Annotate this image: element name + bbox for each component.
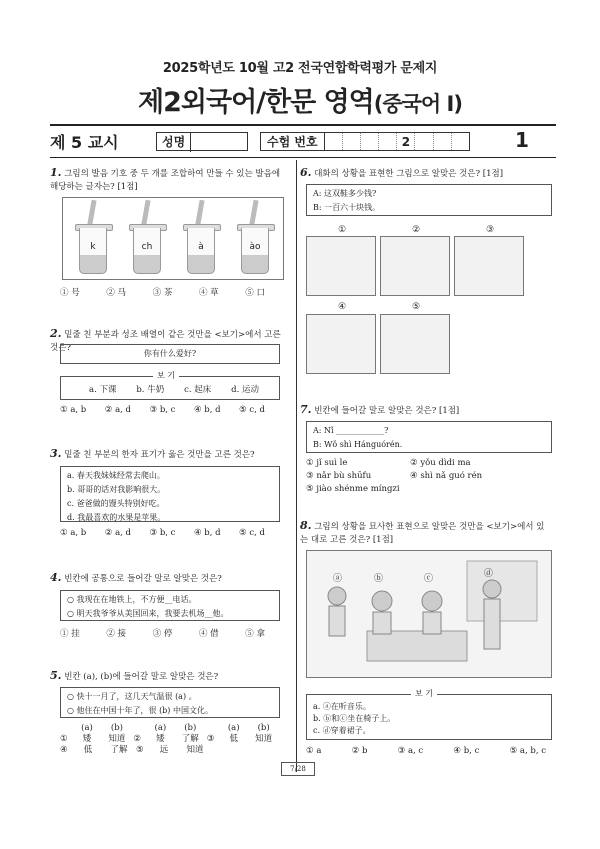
q8-options [306,746,546,756]
col-header: (a) [81,723,93,733]
q3-line: c. 爸爸做的馒头特别好吃。 [67,499,165,508]
dialog-line: A: 这双鞋多少钱? [313,189,377,198]
option[interactable]: ③ 停 [152,629,173,639]
col-header: (b) [110,723,123,733]
q7-stem [300,403,550,418]
q8-picture [306,550,552,678]
q2-sentence-box [60,344,280,364]
col-header: (b) [257,723,270,733]
q4-line: ○ 明天我爷爷从美国回来，我要去机场__他。 [67,609,229,618]
q6-picture-1[interactable] [306,236,376,296]
digit-cell [452,133,469,150]
q3-line: a. 春天我妹妹经常去爬山。 [67,471,165,480]
q8-text: 그림의 상황을 묘사한 표현으로 알맞은 것만을 <보기>에서 있는 대로 고른 것은? [1점] [300,522,545,545]
bogi-item: d. 运动 [231,385,259,395]
option[interactable]: ⑤ 口 [245,288,265,298]
q8-stem [300,519,550,547]
option[interactable]: ② yǒu dìdi ma [410,458,471,468]
option-num[interactable]: ⑤ [136,745,144,755]
q7-text: 빈칸에 들어갈 말로 알맞은 것은? [1점] [314,406,460,416]
option[interactable]: ② b [351,746,368,756]
q5-option-row[interactable] [60,745,280,756]
option[interactable]: ⑤ 拿 [245,629,265,639]
bogi-label: 보 기 [153,370,179,382]
q6-text: 대화의 상황을 표현한 그림으로 알맞은 것은? [1점] [314,169,504,179]
pic-label: ③ [486,225,495,235]
q1-stem [50,166,286,194]
q7-options [306,457,546,496]
col-header: (a) [154,723,167,733]
q4-line: ○ 我现在在地铁上，不方便__电话。 [67,595,197,604]
option[interactable]: ① 挂 [60,629,80,639]
q6-picture-4[interactable] [306,314,376,374]
option-num[interactable]: ① [60,734,68,744]
subject-sub: (중국어 Ⅰ) [373,92,462,116]
option[interactable]: ④ 草 [198,288,219,298]
q3-text: 밑줄 친 부분의 한자 표기가 옳은 것만을 고른 것은? [64,450,255,460]
q3-number: 3. [50,447,62,460]
q2-number: 2. [50,327,62,340]
q5-line: ○ 快十一月了，这几天气温很 (a) 。 [67,692,197,701]
cup-label: k [90,242,96,252]
option-b: 知道 [108,734,126,744]
subject-title [0,80,600,119]
q8-bogi-box [306,689,552,740]
q5-option-headers [60,723,280,734]
option[interactable]: ① 号 [60,288,80,298]
exam-number-label: 수험 번호 [261,133,325,150]
option-b: 了解 [181,734,199,744]
option[interactable]: ④ b, d [193,528,221,538]
dialog-line: B: 一百六十块钱。 [313,203,381,212]
option[interactable]: ③ b, c [149,528,176,538]
pic-label: ⑤ [412,302,421,312]
bogi-item: a. 下课 [89,385,117,395]
q5-option-row[interactable] [60,734,280,745]
q2-sentence: 你有什么爱好? [143,349,197,358]
option-num[interactable]: ② [133,734,141,744]
exam-number-field[interactable] [260,132,470,151]
option[interactable]: ⑤ jiào shénme míngzi [306,484,400,494]
name-field[interactable] [156,132,248,151]
option-a: 低 [83,745,93,755]
q1-options [60,286,265,298]
q5-options [60,723,280,756]
q5-text: 빈칸 (a), (b)에 들어갈 말로 알맞은 것은? [64,672,219,682]
digit-cell [379,133,397,150]
digit-cell [415,133,433,150]
q6-stem [300,166,550,181]
q6-picture-5[interactable] [380,314,450,374]
col-header: (a) [227,723,240,733]
option[interactable]: ③ a, c [397,746,424,756]
cup-label: ào [249,242,261,252]
q3-line: d. 我最喜欢的水果是苹果。 [67,513,166,522]
option[interactable]: ④ b, d [193,405,221,415]
option[interactable]: ⑤ a, b, c [509,746,546,756]
q6-picture-3[interactable] [454,236,524,296]
marker-d: ⓓ [484,569,494,579]
option[interactable]: ③ nǎr bù shūfu [306,471,372,481]
option[interactable]: ③ b, c [149,405,176,415]
q2-text: 밑줄 친 부분과 성조 배열이 같은 것만을 <보기>에서 고른 것은? [50,330,281,353]
period-label: 제 5 교시 [50,133,119,152]
option[interactable]: ③ 茶 [152,288,173,298]
pic-label: ① [338,225,347,235]
option-b: 知道 [255,734,273,744]
bogi-item: a. ⓐ在听音乐。 [313,702,371,711]
col-header: (b) [184,723,197,733]
option-a: 低 [229,734,238,744]
option-b: 知道 [186,745,204,755]
q7-number: 7. [300,403,312,416]
digit-cell: 2 [397,133,415,150]
digit-cell [343,133,361,150]
subject-main: 제2외국어/한문 영역 [138,87,374,118]
option[interactable]: ② 接 [106,629,127,639]
q3-box [60,466,280,522]
bogi-label: 보 기 [411,688,437,700]
marker-a: ⓐ [333,574,343,584]
page-number: 1 [515,128,529,152]
bubble-tea-cup [235,220,275,275]
q2-options [60,405,265,415]
option-num[interactable]: ④ [60,745,68,755]
pic-label: ④ [338,302,347,312]
q4-number: 4. [50,571,62,584]
marker-b: ⓑ [374,574,384,584]
name-label: 성명 [157,133,191,152]
q6-picture-2[interactable] [380,236,450,296]
column-divider [296,160,297,772]
q5-stem [50,669,290,684]
option[interactable]: ① a, b [60,405,87,415]
digit-cell [434,133,452,150]
q6-number: 6. [300,166,312,179]
option[interactable]: ⑤ c, d [239,528,265,538]
option[interactable]: ② a, d [104,405,131,415]
bubble-tea-cup [127,220,167,275]
exam-title: 2025학년도 10월 고2 전국연합학력평가 문제지 [162,61,438,76]
header-rule-bottom [50,157,556,158]
option-a: 矮 [156,734,165,744]
option-a: 远 [159,745,169,755]
dialog-line: A: Nǐ ____________? [313,426,389,435]
bogi-item: c. ⓓ穿着裙子。 [313,726,371,735]
option[interactable]: ① a, b [60,528,87,538]
pic-label: ② [412,225,421,235]
digit-cell [325,133,343,150]
bubble-tea-cup [73,220,113,275]
option[interactable]: ⑤ c, d [239,405,265,415]
bogi-item: b. 牛奶 [136,385,165,395]
option[interactable]: ④ shì nǎ guó rén [410,471,483,481]
option[interactable]: ② 马 [106,288,127,298]
q3-stem [50,447,290,462]
option[interactable]: ① jǐ suì le [306,458,348,468]
q2-bogi-box [60,371,280,400]
q4-options [60,627,265,639]
q5-line: ○ 他住在中国十年了，很 (b) 中国文化。 [67,706,213,715]
q7-dialog-box [306,421,552,453]
option-num[interactable]: ③ [206,734,215,744]
q1-text: 그림의 발음 기호 중 두 개를 조합하여 만들 수 있는 발음에 해당하는 글자는? [1점] [50,169,281,192]
bogi-item: c. 起床 [184,385,212,395]
bogi-item: b. ⓑ和ⓒ坐在椅子上。 [313,714,396,723]
marker-c: ⓒ [424,574,434,584]
option[interactable]: ④ b, c [453,746,480,756]
option[interactable]: ① a [306,746,322,756]
q4-text: 빈칸에 공통으로 들어갈 말로 알맞은 것은? [64,574,222,584]
page-footer: 7/28 [281,762,315,776]
cup-label: ch [141,242,153,252]
q3-line: b. 哥哥的话对我影响很大。 [67,485,166,494]
classroom-scene-illustration [307,551,551,677]
digit-cell [361,133,379,150]
option-b: 了解 [110,745,128,755]
q8-number: 8. [300,519,312,532]
q4-box [60,590,280,621]
bubble-tea-cup [181,220,221,275]
q1-number: 1. [50,166,62,179]
option-a: 矮 [82,734,92,744]
cup-label: à [198,242,204,252]
option[interactable]: ② a, d [104,528,131,538]
q3-options [60,528,265,538]
q6-dialog-box [306,184,552,216]
q5-box [60,687,280,718]
header-rule [50,124,556,126]
option[interactable]: ④ 借 [198,629,219,639]
q4-stem [50,571,290,586]
q5-number: 5. [50,669,62,682]
dialog-line: B: Wǒ shì Hánguórén. [313,440,403,449]
